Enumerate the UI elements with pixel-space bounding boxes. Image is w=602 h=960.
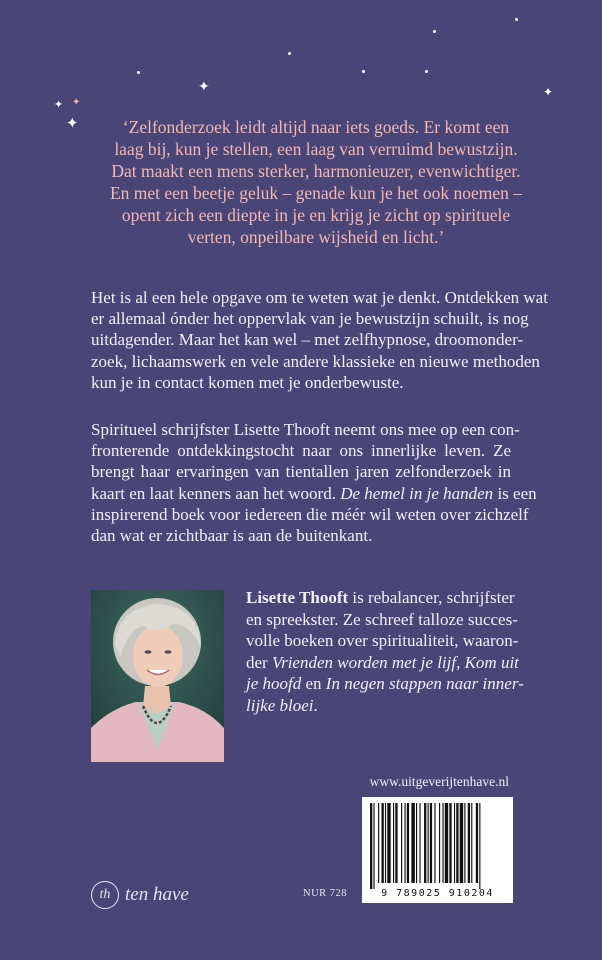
quote-line: opent zich een diepte in je en krijg je zicht op spirituele <box>121 205 511 225</box>
sparkle-icon: ✦ <box>66 116 79 132</box>
sparkle-icon: ✦ <box>543 85 554 99</box>
barcode-bar <box>476 803 478 883</box>
quote-line: verten, onpeilbare wijsheid en licht.’ <box>187 227 445 247</box>
book-title: De hemel in je handen <box>340 483 494 503</box>
publisher-logo-mark: th <box>91 881 119 909</box>
barcode <box>362 797 513 903</box>
publisher-name: ten have <box>125 884 189 905</box>
author-bio <box>246 587 524 716</box>
barcode-bar <box>464 803 465 883</box>
barcode-bar <box>407 803 409 883</box>
publisher-url[interactable]: www.uitgeverijtenhave.nl <box>369 774 509 789</box>
sparkle-icon: ✦ <box>198 80 210 95</box>
barcode-bar <box>416 803 417 883</box>
star-dot-icon <box>425 70 428 73</box>
text-segment: is rebalancer, schrijfster <box>348 588 515 607</box>
barcode-bar <box>439 803 440 883</box>
text-line <box>91 483 537 504</box>
text-line <box>246 652 519 674</box>
quote-line: Dat maakt een mens sterker, harmonieuzer, evenwichtiger. <box>111 161 521 181</box>
text-line: volle boeken over spiritualiteit, waaron- <box>246 631 519 650</box>
book-title: In negen stappen naar inner- <box>325 674 524 693</box>
book-title: Vrienden worden met je lijf, Kom uit <box>271 652 519 672</box>
text-line: en spreekster. Ze schreef talloze succes- <box>246 609 518 629</box>
barcode-bar <box>401 803 402 883</box>
author-name: Lisette Thooft <box>246 588 349 607</box>
star-dot-icon <box>515 18 518 21</box>
barcode-bar <box>385 803 386 883</box>
barcode-bar <box>419 803 420 883</box>
barcode-bar <box>456 803 458 883</box>
barcode-bar <box>395 803 397 883</box>
author-photo <box>91 590 224 762</box>
text-line <box>246 695 513 717</box>
barcode-bar <box>445 803 448 883</box>
book-title: lijke bloei <box>246 695 314 715</box>
blurb-paragraph-1 <box>91 287 548 393</box>
text-line: uitdagender. Maar het kan wel – met zelfhypnose, droomonder- <box>91 330 524 350</box>
barcode-bar <box>373 803 374 889</box>
barcode-bar <box>393 803 394 883</box>
star-dot-icon <box>362 70 365 73</box>
star-dot-icon <box>137 71 140 74</box>
sparkle-icon: ✦ <box>54 99 64 111</box>
text-segment: is een <box>493 483 537 503</box>
barcode-bar <box>382 803 384 883</box>
nur-code: NUR 728 <box>303 888 348 899</box>
text-segment: en <box>301 674 326 693</box>
text-segment: kaart en laat kenners aan het woord. <box>91 483 336 503</box>
text-line: fronterende ontdekkingstocht naar ons innerlijke leven. Ze <box>91 441 511 461</box>
text-line: Het is al een hele opgave om te weten wat je denkt. Ontdekken wat <box>91 288 548 307</box>
barcode-bar <box>449 803 451 883</box>
quote-line: ‘Zelfonderzoek leidt altijd naar iets goeds. Er komt een <box>122 117 510 137</box>
star-dot-icon <box>433 30 436 33</box>
barcode-bar <box>387 803 390 883</box>
barcode-bar <box>454 803 455 883</box>
text-line: dan wat er zichtbaar is aan de buitenkant. <box>91 526 373 546</box>
star-dot-icon <box>288 52 291 55</box>
text-line <box>246 673 524 695</box>
barcode-bar <box>411 803 414 883</box>
text-segment: . <box>313 695 318 715</box>
isbn-number: 9 789025 910204 <box>381 888 494 899</box>
barcode-bar <box>424 803 426 883</box>
barcode-bar <box>378 803 379 883</box>
blurb-paragraph-2 <box>91 419 537 546</box>
barcode-bar <box>434 803 435 883</box>
barcode-bar <box>460 803 463 883</box>
book-title: je hoofd <box>246 674 302 693</box>
pull-quote <box>96 116 536 248</box>
quote-line: laag bij, kun je stellen, een laag van verruimd bewustzijn. <box>114 139 518 159</box>
text-line: er allemaal ónder het oppervlak van je bewustzijn schuilt, is nog <box>91 309 529 329</box>
barcode-bar <box>405 803 406 883</box>
publisher-logo <box>91 880 189 910</box>
barcode-bar <box>430 803 432 883</box>
text-line: brengt haar ervaringen van tientallen jaren zelfonderzoek in <box>91 462 511 482</box>
text-segment: der <box>246 652 272 672</box>
barcode-bar <box>370 803 372 889</box>
sparkle-icon: ✦ <box>72 97 81 108</box>
barcode-bar <box>471 803 472 883</box>
barcode-bar <box>468 803 470 883</box>
text-line <box>246 587 513 609</box>
text-line: kun je in contact komen met je onderbewuste. <box>91 372 404 392</box>
quote-line: En met een beetje geluk – genade kun je het ook noemen – <box>109 183 523 203</box>
barcode-bar <box>479 803 480 889</box>
text-line: zoek, lichaamswerk en vele andere klassieke en nieuwe methoden <box>91 351 540 371</box>
text-line: Spiritueel schrijfster Lisette Thooft neemt ons mee op een con- <box>91 420 520 439</box>
barcode-bar <box>428 803 429 883</box>
text-line: inspirerend boek voor iedereen die méér wil weten over zichzelf <box>91 504 529 524</box>
barcode-bar <box>442 803 443 883</box>
